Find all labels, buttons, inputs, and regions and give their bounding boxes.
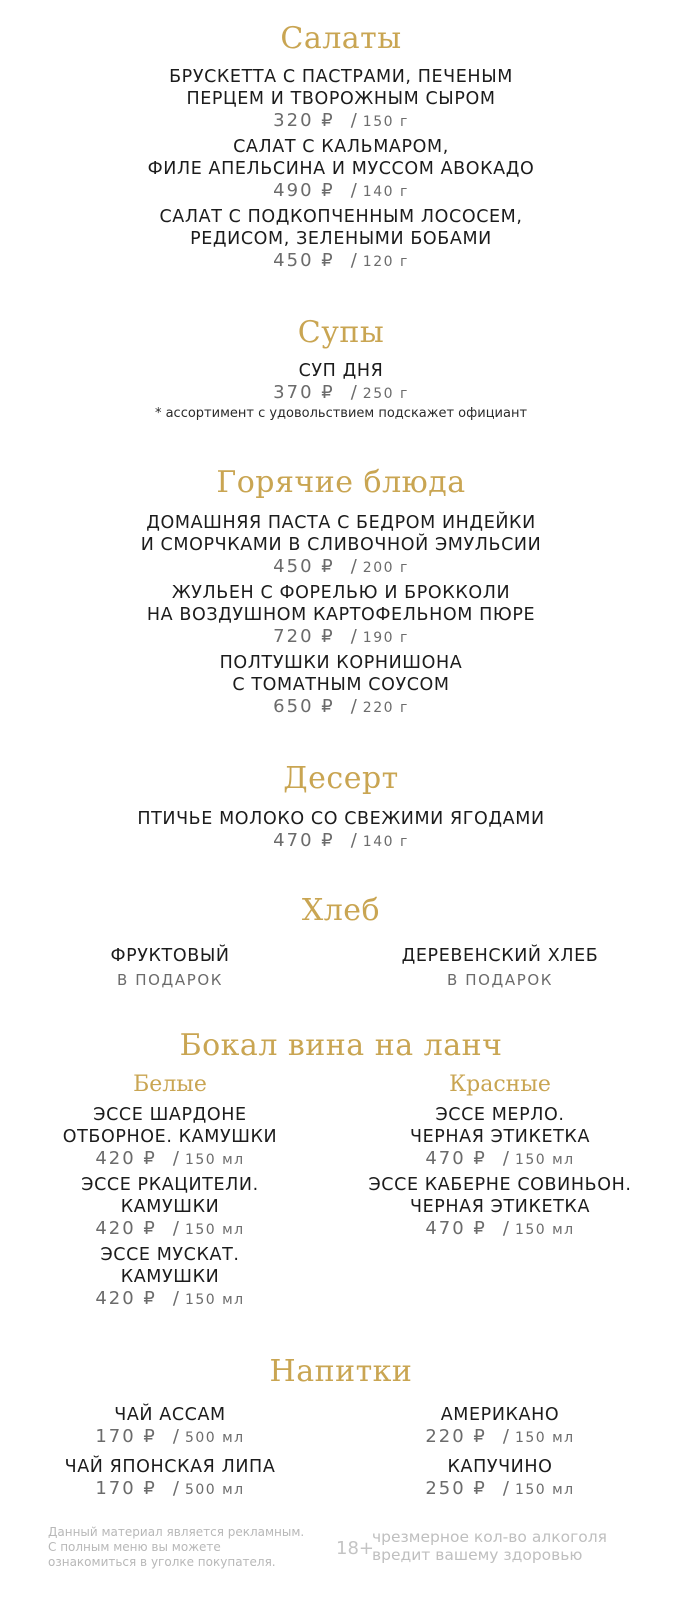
item-name-line2: ЧЕРНАЯ ЭТИКЕТКА <box>409 1127 591 1147</box>
disclaimer-line1: Данный материал является рекламным. <box>48 1525 305 1539</box>
item-price-row: 170 ₽ / 500 мл <box>95 1426 245 1447</box>
item-name: ФРУКТОВЫЙ <box>110 946 230 966</box>
item-price: 470 ₽ <box>273 830 335 851</box>
item-volume: 150 мл <box>514 1430 575 1446</box>
item-name-line1: ЭССЕ ШАРДОНЕ <box>93 1105 247 1125</box>
menu-item <box>0 66 682 133</box>
item-price-row: 370 ₽ / 250 г <box>273 382 409 403</box>
age-rating-badge: 18+ <box>336 1538 374 1559</box>
item-name-line1: САЛАТ С ПОДКОПЧЕННЫМ ЛОСОСЕМ, <box>159 207 523 227</box>
item-price: 420 ₽ <box>95 1218 157 1239</box>
item-price: 720 ₽ <box>273 626 335 647</box>
item-name-line1: ЭССЕ КАБЕРНЕ СОВИНЬОН. <box>368 1175 632 1195</box>
item-name-line2: ПЕРЦЕМ И ТВОРОЖНЫМ СЫРОМ <box>186 89 496 109</box>
item-price: 470 ₽ <box>425 1218 487 1239</box>
menu-item <box>0 360 682 423</box>
item-volume: 150 мл <box>184 1152 245 1168</box>
section-title-drinks: Напитки <box>269 1354 413 1389</box>
item-price-row: 220 ₽ / 150 мл <box>425 1426 575 1447</box>
item-price-row: 450 ₽ / 120 г <box>273 250 409 271</box>
item-price: 370 ₽ <box>273 382 335 403</box>
menu-item <box>0 582 682 649</box>
menu-item <box>20 1104 320 1171</box>
item-price-row: 420 ₽ / 150 мл <box>95 1218 245 1239</box>
item-price-row: 420 ₽ / 150 мл <box>95 1148 245 1169</box>
menu-item <box>20 1456 320 1501</box>
item-price: 470 ₽ <box>425 1148 487 1169</box>
item-weight: 150 г <box>362 114 409 130</box>
item-price-row: 420 ₽ / 150 мл <box>95 1288 245 1309</box>
item-name-line1: ДОМАШНЯЯ ПАСТА С БЕДРОМ ИНДЕЙКИ <box>146 513 536 533</box>
item-price-row: 720 ₽ / 190 г <box>273 626 409 647</box>
item-name: КАПУЧИНО <box>447 1457 553 1477</box>
item-price: 170 ₽ <box>95 1426 157 1447</box>
item-name-line1: ЖУЛЬЕН С ФОРЕЛЬЮ И БРОККОЛИ <box>171 583 511 603</box>
item-price-row: 320 ₽ / 150 г <box>273 110 409 131</box>
item-price: 650 ₽ <box>273 696 335 717</box>
warning-line2: вредит вашему здоровью <box>372 1546 583 1564</box>
menu-item <box>0 136 682 203</box>
disclaimer-line3: ознакомиться в уголке покупателя. <box>48 1555 276 1569</box>
item-volume: 150 мл <box>514 1152 575 1168</box>
menu-item <box>0 206 682 273</box>
menu-item <box>350 1174 650 1241</box>
menu-item <box>20 1404 320 1449</box>
item-name-line1: ЭССЕ РКАЦИТЕЛИ. <box>81 1175 259 1195</box>
item-weight: 140 г <box>362 834 409 850</box>
item-weight: 200 г <box>362 560 409 576</box>
subsection-title-red: Красные <box>449 1072 551 1097</box>
item-volume: 150 мл <box>184 1222 245 1238</box>
menu-item <box>350 1404 650 1449</box>
item-weight: 250 г <box>362 386 409 402</box>
item-name-line2: ФИЛЕ АПЕЛЬСИНА И МУССОМ АВОКАДО <box>147 159 535 179</box>
item-name-line2: КАМУШКИ <box>120 1267 220 1287</box>
disclaimer-line2: С полным меню вы можете <box>48 1540 221 1554</box>
item-name-line2: С ТОМАТНЫМ СОУСОМ <box>232 675 450 695</box>
menu-item <box>0 652 682 719</box>
item-volume: 500 мл <box>184 1430 245 1446</box>
item-price-row: 250 ₽ / 150 мл <box>425 1478 575 1499</box>
menu-item <box>350 1104 650 1171</box>
warning-line1: чрезмерное кол-во алкоголя <box>372 1528 607 1546</box>
item-name-line1: САЛАТ С КАЛЬМАРОМ, <box>233 137 449 157</box>
section-title-hot: Горячие блюда <box>216 465 466 500</box>
item-price-row: 170 ₽ / 500 мл <box>95 1478 245 1499</box>
item-weight: 190 г <box>362 630 409 646</box>
item-volume: 500 мл <box>184 1482 245 1498</box>
section-title-bread: Хлеб <box>301 893 381 928</box>
item-name: ЧАЙ АССАМ <box>114 1405 226 1425</box>
item-name-line2: ЧЕРНАЯ ЭТИКЕТКА <box>409 1197 591 1217</box>
item-gift-label: В ПОДАРОК <box>446 971 554 989</box>
menu-item <box>0 808 682 853</box>
section-title-soups: Супы <box>297 315 385 350</box>
item-name: ДЕРЕВЕНСКИЙ ХЛЕБ <box>401 946 599 966</box>
item-name-line2: ОТБОРНОЕ. КАМУШКИ <box>62 1127 278 1147</box>
item-weight: 220 г <box>362 700 409 716</box>
item-price: 450 ₽ <box>273 556 335 577</box>
footer-disclaimer <box>48 1525 328 1570</box>
item-price: 250 ₽ <box>425 1478 487 1499</box>
item-price: 450 ₽ <box>273 250 335 271</box>
item-price: 170 ₽ <box>95 1478 157 1499</box>
section-title-dessert: Десерт <box>283 761 399 796</box>
subsection-title-white: Белые <box>133 1072 207 1097</box>
item-name-line2: И СМОРЧКАМИ В СЛИВОЧНОЙ ЭМУЛЬСИИ <box>140 535 542 555</box>
item-gift-label: В ПОДАРОК <box>116 971 224 989</box>
item-price-row: 470 ₽ / 150 мл <box>425 1218 575 1239</box>
section-title-wine: Бокал вина на ланч <box>179 1028 503 1063</box>
item-volume: 150 мл <box>184 1292 245 1308</box>
menu-item <box>20 1174 320 1241</box>
menu-item <box>20 945 320 990</box>
menu-item <box>20 1244 320 1311</box>
item-price: 420 ₽ <box>95 1148 157 1169</box>
menu-item <box>0 512 682 579</box>
item-name-line2: КАМУШКИ <box>120 1197 220 1217</box>
section-title-salads: Салаты <box>280 21 402 56</box>
soup-note: * ассортимент с удовольствием подскажет официант <box>154 406 528 421</box>
item-price: 220 ₽ <box>425 1426 487 1447</box>
item-price: 490 ₽ <box>273 180 335 201</box>
menu-item <box>350 1456 650 1501</box>
item-name-line2: НА ВОЗДУШНОМ КАРТОФЕЛЬНОМ ПЮРЕ <box>146 605 536 625</box>
item-weight: 120 г <box>362 254 409 270</box>
item-price-row: 470 ₽ / 150 мл <box>425 1148 575 1169</box>
item-name: ЧАЙ ЯПОНСКАЯ ЛИПА <box>64 1457 276 1477</box>
item-price: 320 ₽ <box>273 110 335 131</box>
item-name-line1: БРУСКЕТТА С ПАСТРАМИ, ПЕЧЕНЫМ <box>169 67 513 87</box>
item-price-row: 470 ₽ / 140 г <box>273 830 409 851</box>
footer-warning <box>372 1528 662 1564</box>
item-name-line1: ЭССЕ МЕРЛО. <box>435 1105 565 1125</box>
item-volume: 150 мл <box>514 1222 575 1238</box>
item-name-line1: ПОЛТУШКИ КОРНИШОНА <box>219 653 463 673</box>
item-weight: 140 г <box>362 184 409 200</box>
item-name-line2: РЕДИСОМ, ЗЕЛЕНЫМИ БОБАМИ <box>190 229 492 249</box>
menu-item <box>350 945 650 990</box>
item-name: АМЕРИКАНО <box>440 1405 560 1425</box>
item-price-row: 490 ₽ / 140 г <box>273 180 409 201</box>
item-price-row: 650 ₽ / 220 г <box>273 696 409 717</box>
item-price: 420 ₽ <box>95 1288 157 1309</box>
item-name-line1: ЭССЕ МУСКАТ. <box>100 1245 240 1265</box>
item-name: СУП ДНЯ <box>298 361 384 381</box>
item-name: ПТИЧЬЕ МОЛОКО СО СВЕЖИМИ ЯГОДАМИ <box>137 809 545 829</box>
item-volume: 150 мл <box>514 1482 575 1498</box>
item-price-row: 450 ₽ / 200 г <box>273 556 409 577</box>
